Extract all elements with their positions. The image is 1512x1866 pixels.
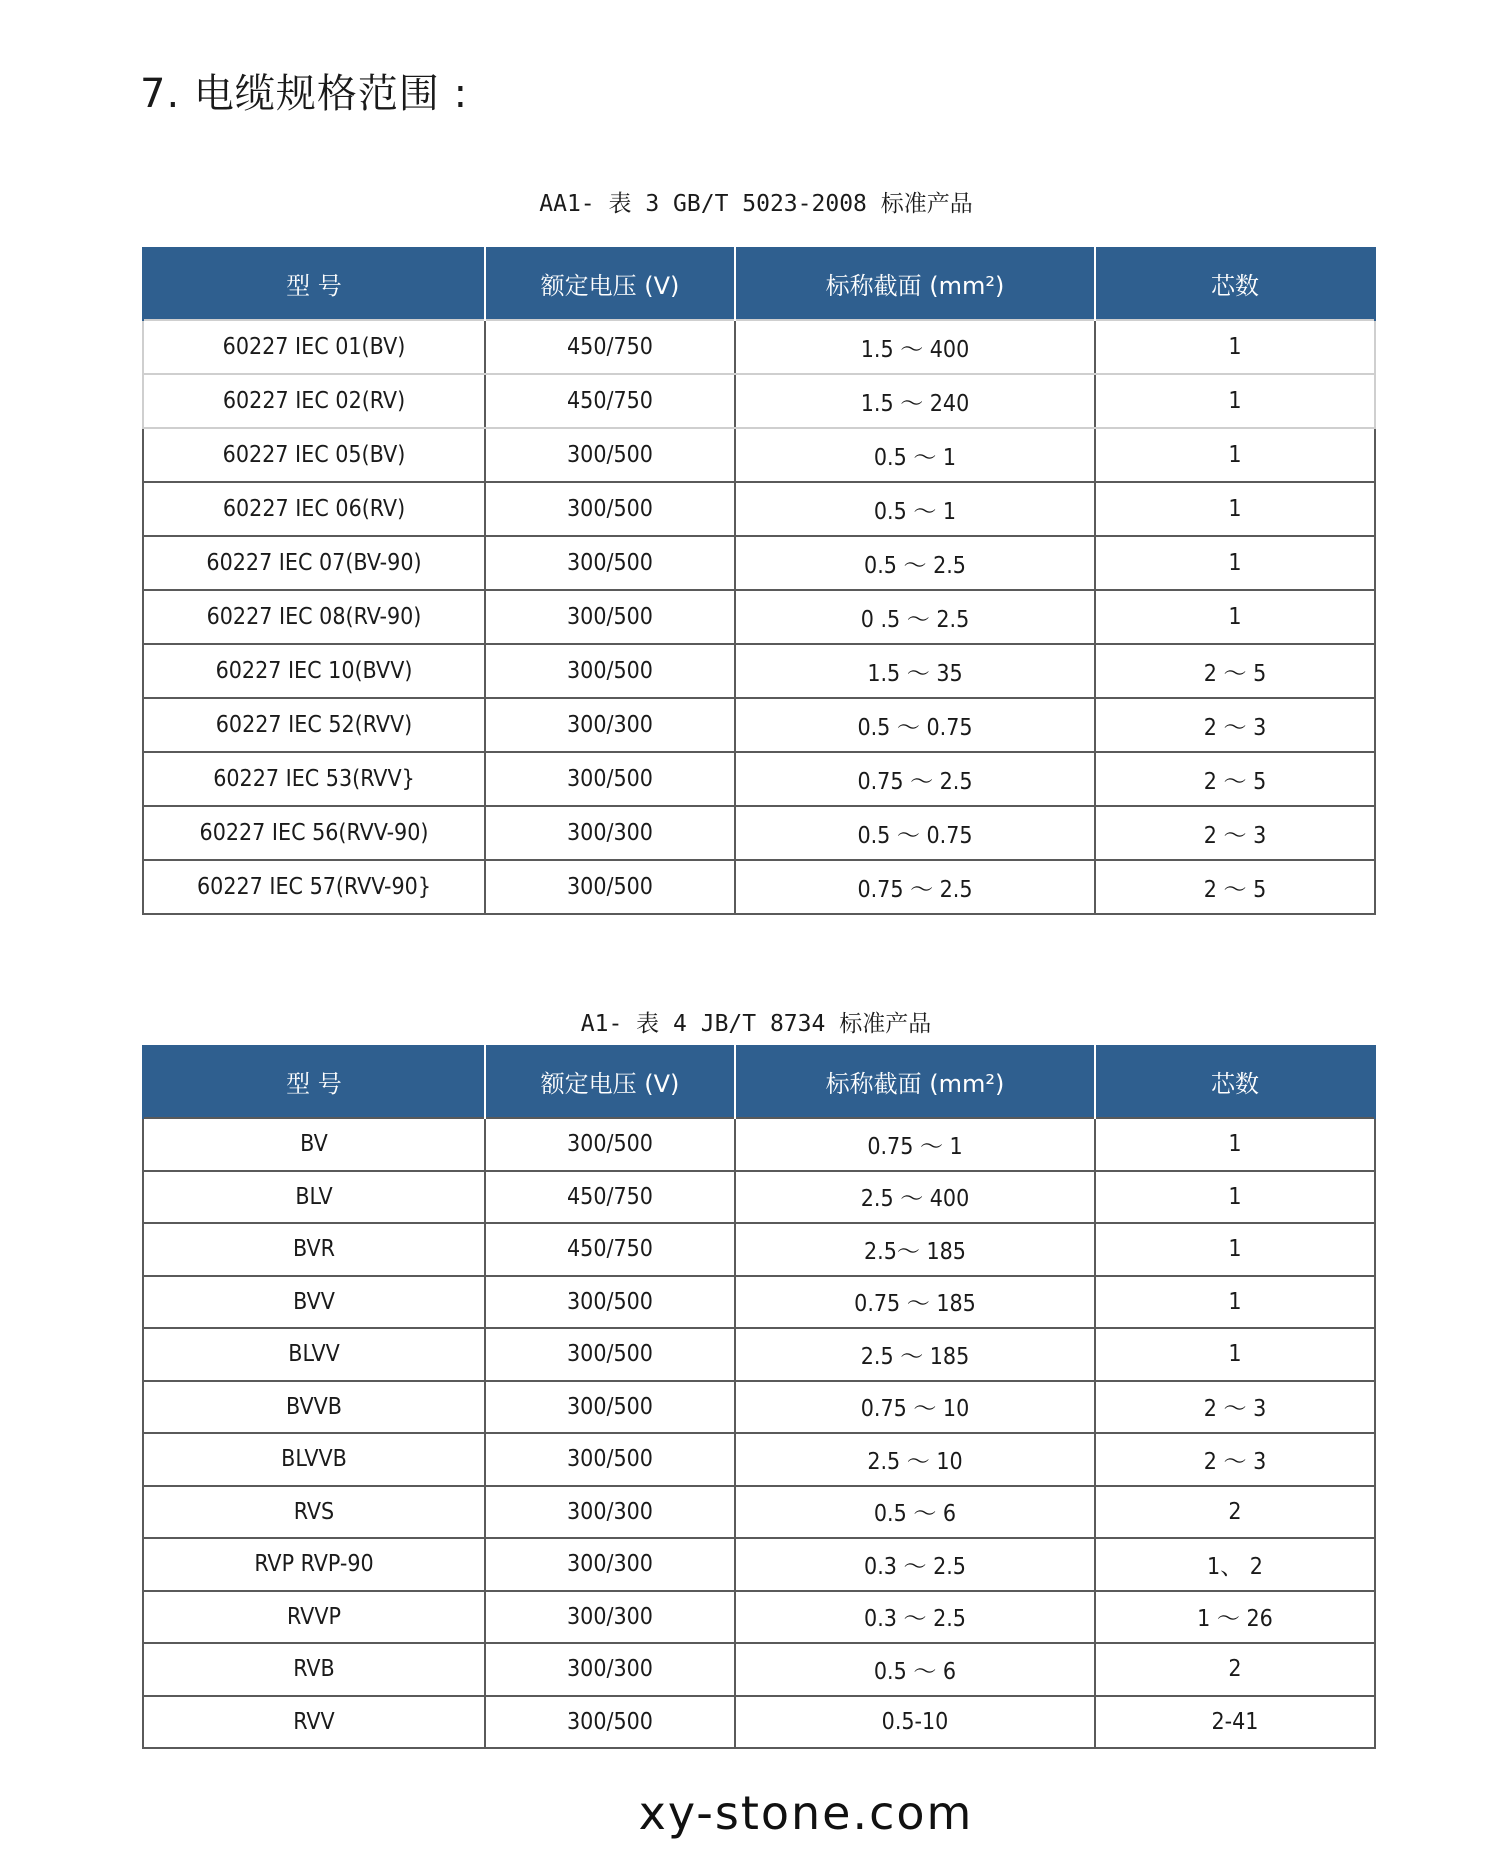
cell-cross-section: 0.5 ～ 1 bbox=[735, 482, 1095, 536]
cell-cores: 1 bbox=[1095, 1223, 1375, 1276]
table-row bbox=[143, 806, 1375, 860]
cell-cores: 2 ～ 3 bbox=[1095, 698, 1375, 752]
table-row bbox=[143, 1538, 1375, 1591]
cell-cores: 2 bbox=[1095, 1643, 1375, 1696]
cell-cores: 1 bbox=[1095, 1118, 1375, 1171]
cell-cross-section: 1.5 ～ 240 bbox=[735, 374, 1095, 428]
table-row bbox=[143, 1591, 1375, 1644]
cell-model: BV bbox=[143, 1118, 485, 1171]
cell-voltage: 300/500 bbox=[485, 1118, 735, 1171]
cell-cross-section: 0.5 ～ 2.5 bbox=[735, 536, 1095, 590]
table1 bbox=[142, 247, 1376, 915]
table1-header-row bbox=[143, 247, 1375, 320]
cell-voltage: 450/750 bbox=[485, 374, 735, 428]
cell-voltage: 300/300 bbox=[485, 1591, 735, 1644]
cell-model: BLVVB bbox=[143, 1433, 485, 1486]
table-row bbox=[143, 752, 1375, 806]
cell-cores: 1 bbox=[1095, 1328, 1375, 1381]
cell-model: RVS bbox=[143, 1486, 485, 1539]
header-voltage: 额定电压 (V) bbox=[485, 1045, 735, 1118]
table1-body bbox=[143, 320, 1375, 914]
cell-cross-section: 0.5 ～ 1 bbox=[735, 428, 1095, 482]
cell-cross-section: 0.75 ～ 185 bbox=[735, 1276, 1095, 1329]
cell-voltage: 300/500 bbox=[485, 1696, 735, 1749]
cell-cross-section: 0.3 ～ 2.5 bbox=[735, 1538, 1095, 1591]
cell-voltage: 300/500 bbox=[485, 644, 735, 698]
table-row bbox=[143, 1486, 1375, 1539]
table2 bbox=[142, 1045, 1376, 1749]
cell-voltage: 300/500 bbox=[485, 428, 735, 482]
cell-model: BLV bbox=[143, 1171, 485, 1224]
section-title: 7. 电缆规格范围 : bbox=[140, 71, 469, 117]
table-row bbox=[143, 1223, 1375, 1276]
cell-model: 60227 IEC 05(BV) bbox=[143, 428, 485, 482]
cell-cross-section: 0.5 ～ 0.75 bbox=[735, 806, 1095, 860]
table-row bbox=[143, 1433, 1375, 1486]
header-cores: 芯数 bbox=[1095, 247, 1375, 320]
cell-voltage: 300/500 bbox=[485, 1433, 735, 1486]
table-row bbox=[143, 590, 1375, 644]
cell-voltage: 300/500 bbox=[485, 482, 735, 536]
cell-cross-section: 0.5-10 bbox=[735, 1696, 1095, 1749]
cell-model: RVP RVP-90 bbox=[143, 1538, 485, 1591]
cell-cores: 1 bbox=[1095, 1276, 1375, 1329]
cell-cross-section: 0.3 ～ 2.5 bbox=[735, 1591, 1095, 1644]
header-model: 型 号 bbox=[143, 247, 485, 320]
cell-model: RVB bbox=[143, 1643, 485, 1696]
table2-body bbox=[143, 1118, 1375, 1748]
cell-model: 60227 IEC 10(BVV) bbox=[143, 644, 485, 698]
cell-cores: 2 ～ 3 bbox=[1095, 1433, 1375, 1486]
cell-model: 60227 IEC 56(RVV-90) bbox=[143, 806, 485, 860]
cell-model: 60227 IEC 52(RVV) bbox=[143, 698, 485, 752]
cell-cross-section: 0.5 ～ 0.75 bbox=[735, 698, 1095, 752]
cell-cross-section: 2.5 ～ 185 bbox=[735, 1328, 1095, 1381]
cell-voltage: 450/750 bbox=[485, 320, 735, 374]
cell-cores: 1 bbox=[1095, 428, 1375, 482]
table-row bbox=[143, 536, 1375, 590]
header-voltage: 额定电压 (V) bbox=[485, 247, 735, 320]
cell-model: RVVP bbox=[143, 1591, 485, 1644]
table-row bbox=[143, 1381, 1375, 1434]
cell-voltage: 300/300 bbox=[485, 806, 735, 860]
cell-model: 60227 IEC 02(RV) bbox=[143, 374, 485, 428]
cell-model: BVV bbox=[143, 1276, 485, 1329]
cell-voltage: 300/500 bbox=[485, 752, 735, 806]
cell-cores: 1 bbox=[1095, 320, 1375, 374]
table2-caption-text: A1- 表 4 JB/T 8734 标准产品 bbox=[580, 1011, 932, 1037]
cell-cores: 1、 2 bbox=[1095, 1538, 1375, 1591]
table-row bbox=[143, 698, 1375, 752]
table2-header-row bbox=[143, 1045, 1375, 1118]
header-cross-section: 标称截面 (mm²) bbox=[735, 1045, 1095, 1118]
cell-cores: 2 ～ 5 bbox=[1095, 860, 1375, 914]
cell-voltage: 300/500 bbox=[485, 860, 735, 914]
cell-voltage: 300/300 bbox=[485, 1538, 735, 1591]
cell-cores: 1 bbox=[1095, 536, 1375, 590]
footer-website: xy-stone.com bbox=[638, 1786, 974, 1840]
cell-cores: 2 ～ 3 bbox=[1095, 806, 1375, 860]
cell-model: 60227 IEC 57(RVV-90} bbox=[143, 860, 485, 914]
cell-model: BVVB bbox=[143, 1381, 485, 1434]
table-row bbox=[143, 428, 1375, 482]
cell-cross-section: 0 .5 ～ 2.5 bbox=[735, 590, 1095, 644]
cell-voltage: 300/500 bbox=[485, 1276, 735, 1329]
cell-cross-section: 0.75 ～ 2.5 bbox=[735, 752, 1095, 806]
cell-model: BLVV bbox=[143, 1328, 485, 1381]
cell-voltage: 300/500 bbox=[485, 536, 735, 590]
table-row bbox=[143, 1328, 1375, 1381]
table-row bbox=[143, 1171, 1375, 1224]
cell-model: RVV bbox=[143, 1696, 485, 1749]
cell-voltage: 450/750 bbox=[485, 1171, 735, 1224]
cell-cores: 2 ～ 3 bbox=[1095, 1381, 1375, 1434]
cell-model: 60227 IEC 06(RV) bbox=[143, 482, 485, 536]
table-row bbox=[143, 1276, 1375, 1329]
header-cross-section: 标称截面 (mm²) bbox=[735, 247, 1095, 320]
cell-voltage: 300/300 bbox=[485, 1643, 735, 1696]
cell-voltage: 450/750 bbox=[485, 1223, 735, 1276]
cell-model: 60227 IEC 08(RV-90) bbox=[143, 590, 485, 644]
table-row bbox=[143, 320, 1375, 374]
table-row bbox=[143, 1643, 1375, 1696]
table1-caption-text: AA1- 表 3 GB/T 5023-2008 标准产品 bbox=[539, 191, 973, 217]
table-row bbox=[143, 1118, 1375, 1171]
cell-model: 60227 IEC 07(BV-90) bbox=[143, 536, 485, 590]
table1-caption bbox=[0, 185, 1512, 218]
cell-cores: 2-41 bbox=[1095, 1696, 1375, 1749]
table-row bbox=[143, 860, 1375, 914]
cell-voltage: 300/300 bbox=[485, 1486, 735, 1539]
cell-cores: 1 ～ 26 bbox=[1095, 1591, 1375, 1644]
cell-cross-section: 1.5 ～ 400 bbox=[735, 320, 1095, 374]
header-model: 型 号 bbox=[143, 1045, 485, 1118]
cell-cores: 1 bbox=[1095, 590, 1375, 644]
cell-voltage: 300/300 bbox=[485, 698, 735, 752]
cell-cross-section: 0.75 ～ 10 bbox=[735, 1381, 1095, 1434]
cell-cores: 2 bbox=[1095, 1486, 1375, 1539]
cell-cores: 1 bbox=[1095, 1171, 1375, 1224]
cell-cross-section: 0.75 ～ 1 bbox=[735, 1118, 1095, 1171]
cell-model: BVR bbox=[143, 1223, 485, 1276]
cell-cross-section: 0.5 ～ 6 bbox=[735, 1643, 1095, 1696]
cell-voltage: 300/500 bbox=[485, 590, 735, 644]
cell-cross-section: 0.5 ～ 6 bbox=[735, 1486, 1095, 1539]
cell-model: 60227 IEC 53(RVV} bbox=[143, 752, 485, 806]
table-row bbox=[143, 1696, 1375, 1749]
table-row bbox=[143, 374, 1375, 428]
cell-cores: 1 bbox=[1095, 482, 1375, 536]
cell-cores: 2 ～ 5 bbox=[1095, 752, 1375, 806]
cell-cross-section: 1.5 ～ 35 bbox=[735, 644, 1095, 698]
cell-cross-section: 2.5～ 185 bbox=[735, 1223, 1095, 1276]
cell-cores: 1 bbox=[1095, 374, 1375, 428]
header-cores: 芯数 bbox=[1095, 1045, 1375, 1118]
cell-cross-section: 2.5 ～ 10 bbox=[735, 1433, 1095, 1486]
cell-cores: 2 ～ 5 bbox=[1095, 644, 1375, 698]
table2-caption bbox=[0, 1005, 1512, 1038]
table-row bbox=[143, 482, 1375, 536]
cell-model: 60227 IEC 01(BV) bbox=[143, 320, 485, 374]
table-row bbox=[143, 644, 1375, 698]
cell-voltage: 300/500 bbox=[485, 1381, 735, 1434]
cell-cross-section: 2.5 ～ 400 bbox=[735, 1171, 1095, 1224]
cell-cross-section: 0.75 ～ 2.5 bbox=[735, 860, 1095, 914]
cell-voltage: 300/500 bbox=[485, 1328, 735, 1381]
